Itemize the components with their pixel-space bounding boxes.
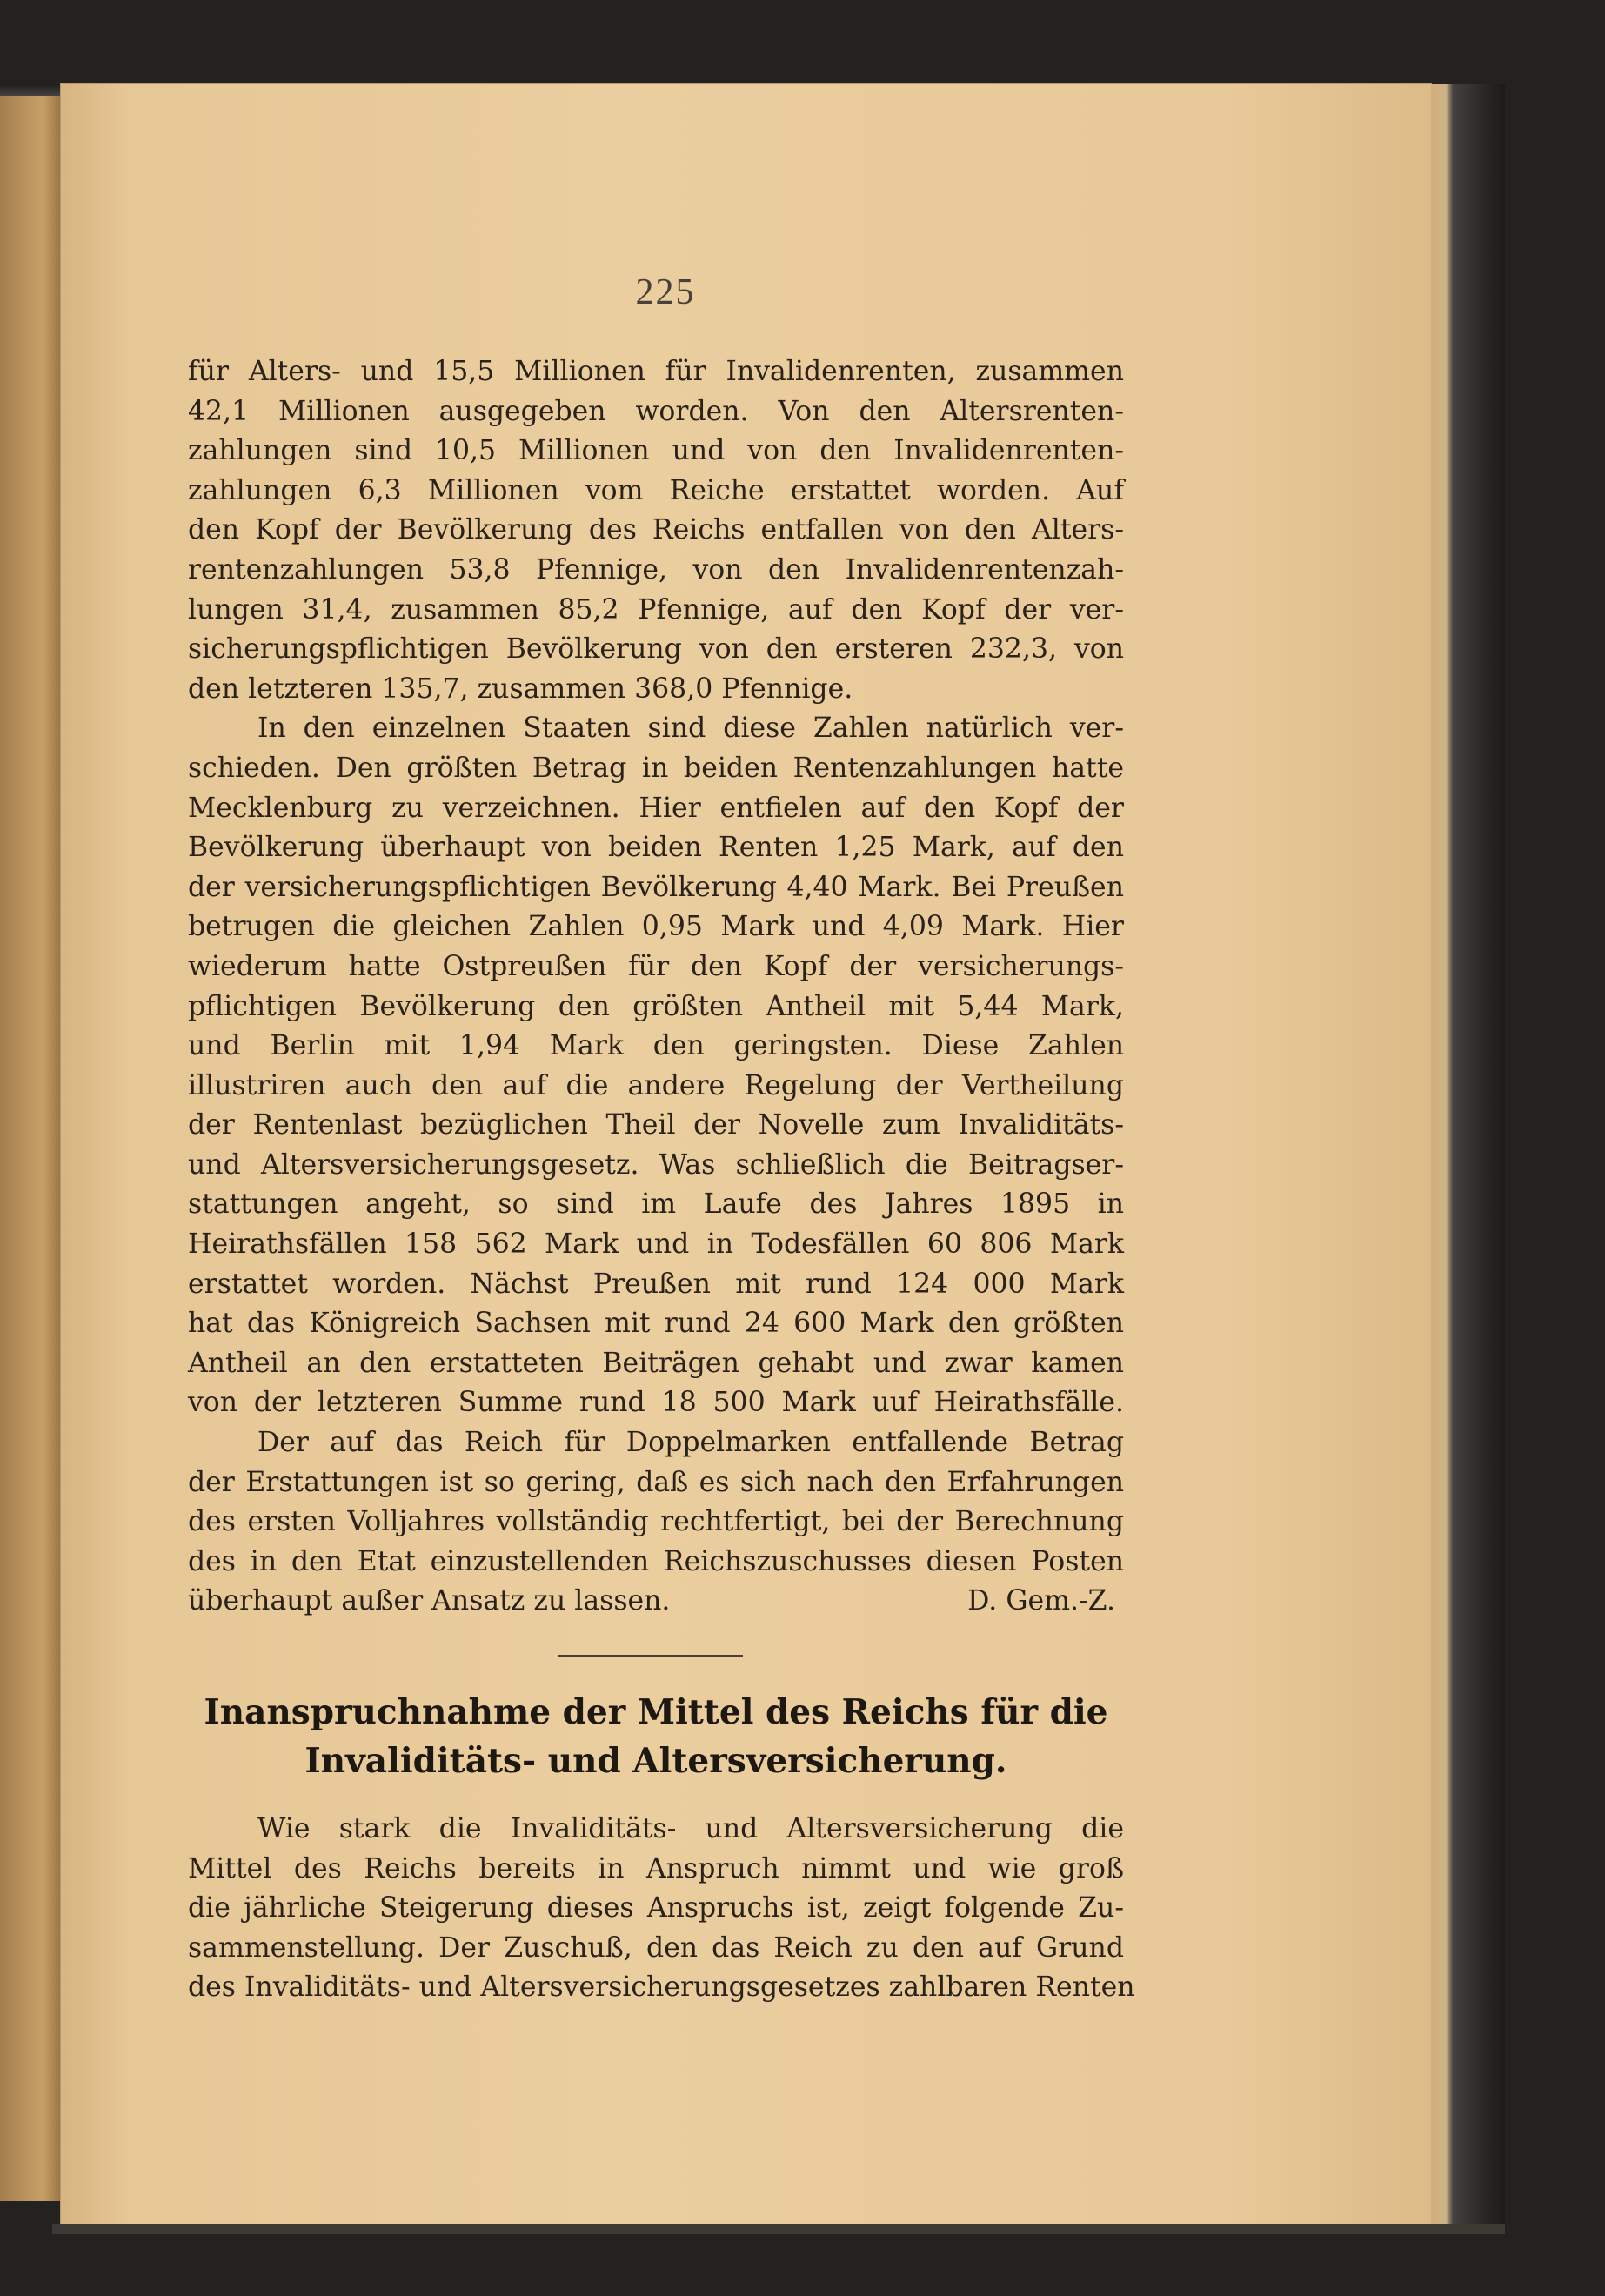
book-left-page-edge bbox=[0, 96, 61, 2201]
text-line: Antheil an den erstatteten Beiträgen gehabt und zwar kamen bbox=[188, 1347, 1124, 1379]
text-line: lungen 31,4, zusammen 85,2 Pfennige, auf den Kopf der ver- bbox=[188, 593, 1124, 626]
text-line: In den einzelnen Staaten sind diese Zahlen natürlich ver- bbox=[257, 713, 1124, 745]
text-line: Bevölkerung überhaupt von beiden Renten 1,25 Mark, auf den bbox=[188, 832, 1124, 864]
text-line: Mittel des Reichs bereits in Anspruch nimmt und wie groß bbox=[188, 1852, 1124, 1884]
text-line: sicherungspflichtigen Bevölkerung von den ersteren 232,3, von bbox=[188, 633, 1124, 666]
text-line: betrugen die gleichen Zahlen 0,95 Mark und 4,09 Mark. Hier bbox=[188, 911, 1124, 943]
text-line: den letzteren 135,7, zusammen 368,0 Pfennige. bbox=[188, 673, 853, 705]
text-line: sammenstellung. Der Zuschuß, den das Reich zu den auf Grund bbox=[188, 1931, 1124, 1964]
section-divider bbox=[558, 1655, 743, 1657]
text-line: Heirathsfällen 158 562 Mark und in Todesfällen 60 806 Mark bbox=[188, 1228, 1124, 1261]
text-line: hat das Königreich Sachsen mit rund 24 600 Mark den größten bbox=[188, 1308, 1124, 1340]
body-text-lower bbox=[188, 1810, 1135, 2008]
text-line: erstattet worden. Nächst Preußen mit rund 124 000 Mark bbox=[188, 1268, 1124, 1300]
text-line: des Invaliditäts- und Altersversicherungsgesetzes zahlbaren Renten bbox=[188, 1971, 1135, 2004]
page-number: 225 bbox=[635, 272, 696, 312]
section-heading bbox=[188, 1688, 1124, 1785]
text-line: die jährliche Steigerung dieses Anspruchs ist, zeigt folgende Zu- bbox=[188, 1892, 1124, 1924]
text-line: des ersten Volljahres vollständig rechtfertigt, bei der Berechnung bbox=[188, 1506, 1124, 1538]
text-line: illustriren auch den auf die andere Regelung der Vertheilung bbox=[188, 1069, 1124, 1101]
text-line: der versicherungspflichtigen Bevölkerung 4,40 Mark. Bei Preußen bbox=[188, 871, 1124, 903]
text-line: stattungen angeht, so sind im Laufe des Jahres 1895 in bbox=[188, 1188, 1124, 1221]
signature-line bbox=[188, 1582, 1124, 1622]
book-cover-bottom-edge bbox=[52, 2224, 1505, 2234]
text-line: der Rentenlast bezüglichen Theil der Novelle zum Invaliditäts- bbox=[188, 1109, 1124, 1141]
text-line: und Berlin mit 1,94 Mark den geringsten. Diese Zahlen bbox=[188, 1030, 1124, 1062]
text-line: Wie stark die Invaliditäts- und Altersversicherung die bbox=[257, 1813, 1124, 1844]
text-line: pflichtigen Bevölkerung den größten Antheil mit 5,44 Mark, bbox=[188, 990, 1124, 1022]
text-line: schieden. Den größten Betrag in beiden Rentenzahlungen hatte bbox=[188, 752, 1124, 784]
heading-line: Invaliditäts- und Altersversicherung. bbox=[304, 1741, 1007, 1781]
text-line: und Altersversicherungsgesetz. Was schließlich die Beitragser- bbox=[188, 1148, 1124, 1181]
body-text-upper bbox=[188, 352, 1124, 1622]
heading-line: Inanspruchnahme der Mittel des Reichs für die bbox=[204, 1692, 1108, 1732]
text-line: zahlungen sind 10,5 Millionen und von den Invalidenrenten- bbox=[188, 435, 1124, 467]
author-signature: D. Gem.-Z. bbox=[967, 1585, 1115, 1617]
text-line: Der auf das Reich für Doppelmarken entfallende Betrag bbox=[257, 1427, 1124, 1459]
text-line: des in den Etat einzustellenden Reichszuschusses diesen Posten bbox=[188, 1545, 1124, 1577]
text-line: Mecklenburg zu verzeichnen. Hier entfielen auf den Kopf der bbox=[188, 792, 1124, 824]
text-line: rentenzahlungen 53,8 Pfennige, von den Invalidenrentenzah- bbox=[188, 553, 1124, 586]
text-line: den Kopf der Bevölkerung des Reichs entfallen von den Alters- bbox=[188, 514, 1124, 546]
text-line: der Erstattungen ist so gering, daß es sich nach den Erfahrungen bbox=[188, 1466, 1124, 1498]
text-line: von der letzteren Summe rund 18 500 Mark uuf Heirathsfälle. bbox=[188, 1387, 1124, 1419]
text-line: zahlungen 6,3 Millionen vom Reiche erstattet worden. Auf bbox=[188, 474, 1124, 506]
book-cover-right-edge bbox=[1431, 84, 1505, 2224]
text-line: für Alters- und 15,5 Millionen für Invalidenrenten, zusammen bbox=[188, 356, 1124, 387]
text-line: wiederum hatte Ostpreußen für den Kopf der versicherungs- bbox=[188, 950, 1124, 982]
text-line: 42,1 Millionen ausgegeben worden. Von den Altersrenten- bbox=[188, 395, 1124, 427]
text-line: überhaupt außer Ansatz zu lassen. bbox=[188, 1585, 671, 1617]
